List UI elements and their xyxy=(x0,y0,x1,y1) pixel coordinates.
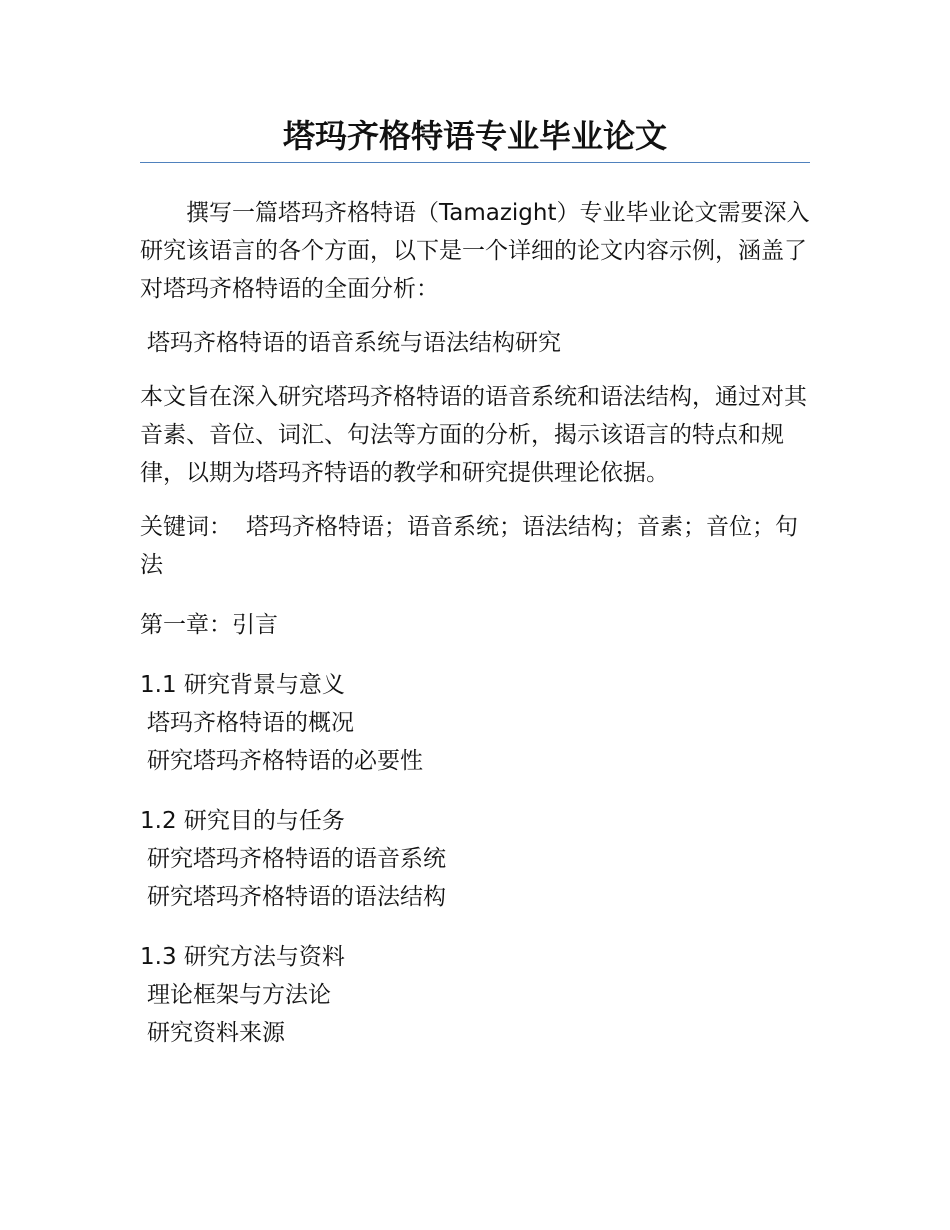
keywords-paragraph xyxy=(140,508,812,584)
document-body xyxy=(140,194,812,1074)
section-item: 研究塔玛齐格特语的语法结构 xyxy=(147,884,446,910)
section-heading: 1.2 研究目的与任务 xyxy=(140,808,345,834)
thesis-title: 塔玛齐格特语的语音系统与语法结构研究 xyxy=(147,330,561,356)
section-item: 研究资料来源 xyxy=(147,1020,285,1046)
section-item: 研究塔玛齐格特语的必要性 xyxy=(147,748,423,774)
section-heading: 1.3 研究方法与资料 xyxy=(140,944,345,970)
section-item: 研究塔玛齐格特语的语音系统 xyxy=(147,846,446,872)
section-heading: 1.1 研究背景与意义 xyxy=(140,672,345,698)
keywords-list: 塔玛齐格特语；语音系统；语法结构；音素；音位；句法 xyxy=(140,514,798,578)
abstract-paragraph: 本文旨在深入研究塔玛齐格特语的语音系统和语法结构，通过对其音素、音位、词汇、句法等方面的分析，揭示该语言的特点和规律，以期为塔玛齐特语的教学和研究提供理论依据。 xyxy=(140,384,807,486)
section-item: 塔玛齐格特语的概况 xyxy=(147,710,354,736)
section-1-2 xyxy=(140,802,812,916)
section-item: 理论框架与方法论 xyxy=(147,982,331,1008)
document-title: 塔玛齐格特语专业毕业论文 xyxy=(282,117,667,155)
keywords-label: 关键词： xyxy=(140,514,232,540)
section-1-1 xyxy=(140,666,812,780)
intro-paragraph: 撰写一篇塔玛齐格特语（Tamazight）专业毕业论文需要深入研究该语言的各个方面，以下是一个详细的论文内容示例，涵盖了对塔玛齐格特语的全面分析： xyxy=(140,200,810,302)
chapter-heading: 第一章：引言 xyxy=(140,612,278,638)
title-underline xyxy=(140,162,810,163)
section-1-3 xyxy=(140,938,812,1052)
